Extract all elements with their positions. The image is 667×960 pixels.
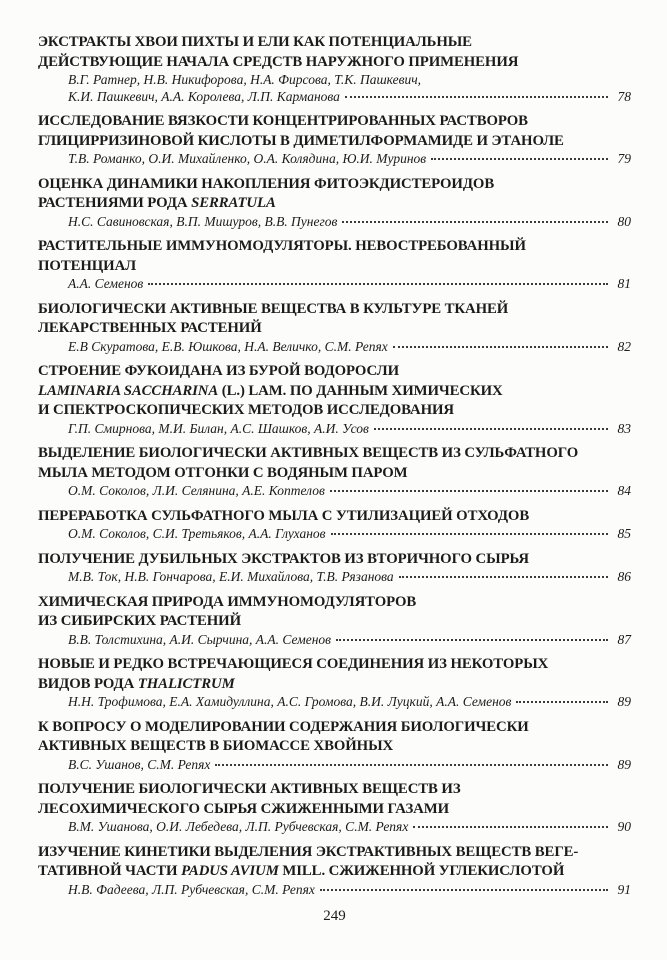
entry-authors: А.А. Семенов [68, 276, 144, 291]
entry-title-segment: ДЕЙСТВУЮЩИЕ НАЧАЛА СРЕДСТВ НАРУЖНОГО ПРИМЕНЕНИЯ [38, 53, 519, 70]
entry-page-number: 89 [617, 694, 631, 709]
entry-title-segment: ПОТЕНЦИАЛ [38, 257, 137, 274]
dot-leader [331, 533, 608, 535]
entry-authors-line: В.Г. Ратнер, Н.В. Никифорова, Н.А. Фирсова, Т.К. Пашкевич, [68, 72, 422, 87]
entry-title-segment: ЛЕКАРСТВЕННЫХ РАСТЕНИЙ [38, 320, 262, 336]
entry-title-line [38, 675, 631, 695]
entry-title-segment: ВИДОВ РОДА [38, 675, 138, 692]
entry-title-line [38, 718, 631, 738]
entry-title-segment: LAMINARIA SACCHARINA [38, 382, 219, 399]
entry-title-segment: ПЕРЕРАБОТКА СУЛЬФАТНОГО МЫЛА С УТИЛИЗАЦИЕЙ ОТХОДОВ [38, 507, 530, 524]
entry-authors: О.М. Соколов, Л.И. Селянина, А.Е. Коптелов [68, 483, 325, 498]
entry-title-segment: МЫЛА МЕТОДОМ ОТГОНКИ С ВОДЯНЫМ ПАРОМ [38, 464, 408, 481]
entry-title-segment: ИССЛЕДОВАНИЕ ВЯЗКОСТИ КОНЦЕНТРИРОВАННЫХ РАСТВОРОВ [38, 113, 528, 129]
footer-page-number: 249 [323, 908, 346, 924]
entry-authors-row [38, 882, 631, 899]
entry-title-segment: ИЗУЧЕНИЕ КИНЕТИКИ ВЫДЕЛЕНИЯ ЭКСТРАКТИВНЫХ ВЕЩЕСТВ ВЕГЕ- [38, 843, 579, 860]
entry-authors-row [38, 214, 631, 231]
entry-title-line [38, 382, 631, 402]
entry-authors-row [38, 569, 631, 586]
entry-authors: Н.Н. Трофимова, Е.А. Хамидуллина, А.С. Громова, В.И. Луцкий, А.А. Семенов [68, 694, 512, 709]
entry-authors: Н.В. Фадеева, Л.П. Рубчевская, С.М. Репях [68, 881, 315, 897]
entry-title-segment: К ВОПРОСУ О МОДЕЛИРОВАНИИ СОДЕРЖАНИЯ БИОЛОГИЧЕСКИ [38, 718, 529, 735]
entry-title-line [38, 112, 631, 132]
entry-title-line [38, 53, 631, 73]
entry-authors: В.С. Ушанов, С.М. Репях [68, 756, 211, 772]
entry-authors-row [38, 819, 631, 836]
entry-title-segment: НОВЫЕ И РЕДКО ВСТРЕЧАЮЩИЕСЯ СОЕДИНЕНИЯ ИЗ НЕКОТОРЫХ [38, 656, 549, 672]
entry-authors-row [38, 483, 631, 500]
entry-authors: Н.С. Савиновская, В.П. Мишуров, В.В. Пунегов [68, 213, 338, 229]
entry-authors: О.М. Соколов, С.И. Третьяков, А.А. Глуханов [68, 526, 326, 541]
entry-title-line [38, 237, 631, 257]
entry-page-number: 90 [617, 819, 631, 834]
entry-title-segment: И СПЕКТРОСКОПИЧЕСКИХ МЕТОДОВ ИССЛЕДОВАНИЯ [38, 402, 454, 418]
entry-title-segment: БИОЛОГИЧЕСКИ АКТИВНЫЕ ВЕЩЕСТВА В КУЛЬТУРЕ ТКАНЕЙ [38, 300, 509, 317]
entry-title-segment: ИЗ СИБИРСКИХ РАСТЕНИЙ [38, 613, 241, 629]
entry-title-segment: РАСТИТЕЛЬНЫЕ ИММУНОМОДУЛЯТОРЫ. НЕВОСТРЕБОВАННЫЙ [38, 238, 526, 254]
entry-authors-row [38, 89, 631, 106]
dot-leader [399, 576, 608, 578]
toc-entry [38, 33, 631, 105]
dot-leader [431, 158, 608, 160]
entry-title-line [38, 593, 631, 613]
toc-entry [38, 362, 631, 437]
toc-entry [38, 593, 631, 649]
entry-authors-row [38, 339, 631, 356]
entry-authors-row [38, 632, 631, 649]
entry-title-segment: (L.) LAM. ПО ДАННЫМ ХИМИЧЕСКИХ [218, 382, 503, 399]
toc-entry [38, 550, 631, 586]
entry-title-line [38, 655, 631, 675]
entry-title-line [38, 464, 631, 484]
toc-entry [38, 507, 631, 543]
toc-entry [38, 780, 631, 836]
entry-title-segment: ЛЕСОХИМИЧЕСКОГО СЫРЬЯ СЖИЖЕННЫМИ ГАЗАМИ [38, 800, 450, 817]
entry-page-number: 82 [617, 338, 631, 354]
dot-leader [336, 639, 608, 641]
entry-title-line [38, 300, 631, 320]
entry-title-line [38, 175, 631, 195]
dot-leader [215, 764, 608, 766]
entry-title-segment: MILL. СЖИЖЕННОЙ УГЛЕКИСЛОТОЙ [278, 863, 565, 879]
entry-page-number: 79 [617, 151, 631, 166]
entry-authors-row [38, 526, 631, 543]
entry-authors: В.В. Толстихина, А.И. Сырчина, А.А. Семенов [68, 631, 332, 647]
entry-authors: Т.В. Романко, О.И. Михайленко, О.А. Колядина, Ю.И. Муринов [68, 151, 427, 166]
dot-leader [393, 346, 608, 348]
toc-entry [38, 237, 631, 293]
dot-leader [374, 428, 608, 430]
entry-title-segment: АКТИВНЫХ ВЕЩЕСТВ В БИОМАССЕ ХВОЙНЫХ [38, 738, 394, 754]
toc-entry [38, 175, 631, 231]
entry-title-segment: РАСТЕНИЯМИ РОДА [38, 195, 192, 211]
entry-title-line [38, 194, 631, 214]
entry-title-segment: ОЦЕНКА ДИНАМИКИ НАКОПЛЕНИЯ ФИТОЭКДИСТЕРОИДОВ [38, 175, 495, 192]
toc-entry [38, 444, 631, 500]
entry-page-number: 91 [617, 881, 631, 897]
entry-page-number: 89 [617, 756, 631, 772]
entry-page-number: 84 [617, 483, 631, 498]
toc-entry [38, 655, 631, 711]
entry-title-segment: SERRATULA [191, 195, 276, 211]
entry-page-number: 85 [617, 526, 631, 541]
entry-title-line [38, 319, 631, 339]
entry-page-number: 81 [617, 276, 631, 291]
entry-authors: М.В. Ток, Н.В. Гончарова, Е.И. Михайлова, Т.В. Рязанова [68, 569, 394, 584]
entry-authors-row [38, 757, 631, 774]
entry-title-segment: ПОЛУЧЕНИЕ БИОЛОГИЧЕСКИ АКТИВНЫХ ВЕЩЕСТВ ИЗ [38, 781, 461, 797]
entry-title-line [38, 550, 631, 570]
entry-title-line [38, 612, 631, 632]
entry-page-number: 87 [617, 631, 631, 647]
toc-entry [38, 112, 631, 168]
dot-leader [345, 96, 608, 98]
entry-authors-row [38, 151, 631, 168]
entry-page-number: 78 [617, 88, 631, 104]
entry-title-line [38, 33, 631, 53]
entry-page-number: 83 [617, 420, 631, 436]
dot-leader [320, 889, 608, 891]
entry-authors: В.М. Ушанова, О.И. Лебедева, Л.П. Рубчевская, С.М. Репях [68, 819, 409, 834]
entry-title-line [38, 401, 631, 421]
entry-title-line [38, 862, 631, 882]
dot-leader [148, 283, 608, 285]
entry-authors: К.И. Пашкевич, А.А. Королева, Л.П. Карманова [68, 88, 340, 104]
dot-leader [413, 826, 608, 828]
entry-title-segment: THALICTRUM [137, 675, 235, 692]
entry-page-number: 80 [617, 213, 631, 229]
entry-title-segment: СТРОЕНИЕ ФУКОИДАНА ИЗ БУРОЙ ВОДОРОСЛИ [38, 363, 399, 379]
toc-entries [38, 33, 631, 898]
entry-title-line [38, 132, 631, 152]
entry-title-line [38, 843, 631, 863]
entry-title-segment: ГЛИЦИРРИЗИНОВОЙ КИСЛОТЫ В ДИМЕТИЛФОРМАМИДЕ И ЭТАНОЛЕ [38, 132, 564, 149]
toc-entry [38, 718, 631, 774]
entry-page-number: 86 [617, 569, 631, 584]
dot-leader [516, 701, 608, 703]
toc-entry [38, 843, 631, 899]
dot-leader [330, 490, 608, 492]
entry-authors-row [38, 276, 631, 293]
entry-title-line [38, 737, 631, 757]
entry-title-line [38, 257, 631, 277]
entry-title-segment: ЭКСТРАКТЫ ХВОИ ПИХТЫ И ЕЛИ КАК ПОТЕНЦИАЛЬНЫЕ [38, 34, 472, 50]
entry-title-segment: ПОЛУЧЕНИЕ ДУБИЛЬНЫХ ЭКСТРАКТОВ ИЗ ВТОРИЧНОГО СЫРЬЯ [38, 550, 529, 567]
entry-authors: Г.П. Смирнова, М.И. Билан, А.С. Шашков, А.И. Усов [68, 420, 369, 436]
entry-title-line [38, 362, 631, 382]
entry-title-line [38, 780, 631, 800]
entry-title-line [38, 444, 631, 464]
dot-leader [342, 221, 608, 223]
entry-title-segment: ХИМИЧЕСКАЯ ПРИРОДА ИММУНОМОДУЛЯТОРОВ [38, 593, 417, 610]
entry-title-segment: ТАТИВНОЙ ЧАСТИ [38, 863, 182, 879]
entry-title-line [38, 507, 631, 527]
toc-entry [38, 300, 631, 356]
entry-authors-row [38, 421, 631, 438]
entry-authors-row [38, 694, 631, 711]
entry-authors: Е.В Скуратова, Е.В. Юшкова, Н.А. Величко, С.М. Репях [68, 338, 388, 354]
entry-title-segment: ВЫДЕЛЕНИЕ БИОЛОГИЧЕСКИ АКТИВНЫХ ВЕЩЕСТВ ИЗ СУЛЬФАТНОГО [38, 445, 579, 461]
entry-title-line [38, 800, 631, 820]
entry-title-segment: PADUS AVIUM [181, 863, 279, 879]
